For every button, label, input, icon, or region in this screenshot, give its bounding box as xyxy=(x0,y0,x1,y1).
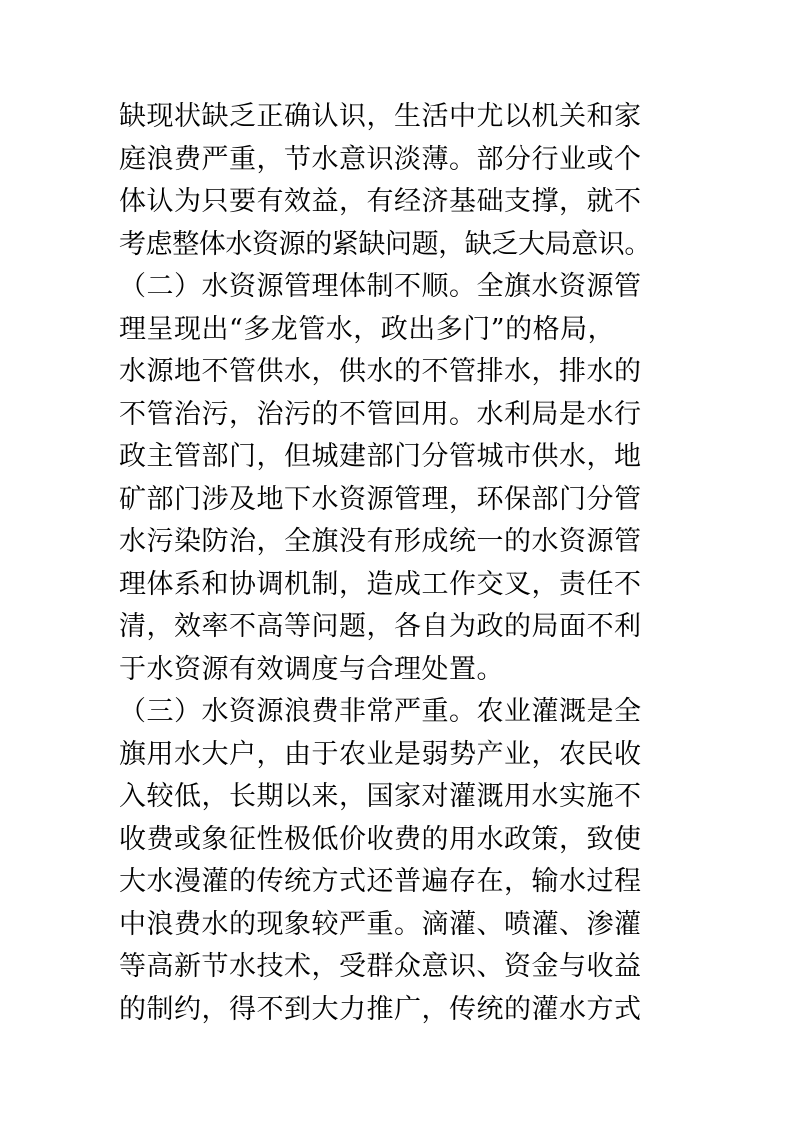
text-line: 清，效率不高等问题，各自为政的局面不利 xyxy=(119,611,642,642)
text-line: 考虑整体水资源的紧缺问题，缺乏大局意识。 xyxy=(119,228,651,260)
text-line: 缺现状缺乏正确认识，生活中尤以机关和家 xyxy=(119,101,642,132)
text-line: 水源地不管供水，供水的不管排水，排水的 xyxy=(119,356,642,387)
text-line: 水污染防治，全旗没有形成统一的水资源管 xyxy=(119,526,642,557)
text-line: 理体系和协调机制，造成工作交叉，责任不 xyxy=(119,568,642,600)
text-line: 政主管部门，但城建部门分管城市供水，地 xyxy=(119,441,642,472)
text-line: 等高新节水技术，受群众意识、资金与收益 xyxy=(119,951,642,982)
text-line: 大水漫灌的传统方式还普遍存在，输水过程 xyxy=(119,866,642,897)
text-line: 旗用水大户，由于农业是弱势产业，农民收 xyxy=(119,738,642,770)
text-line: 理呈现出“多龙管水，政出多门”的格局， xyxy=(119,313,616,345)
text-line: 庭浪费严重，节水意识淡薄。部分行业或个 xyxy=(119,143,642,175)
text-line: 于水资源有效调度与合理处置。 xyxy=(119,653,504,685)
section-heading-line: （二）水资源管理体制不顺。全旗水资源管 xyxy=(119,271,642,302)
document-body xyxy=(119,96,675,1031)
text-line: 体认为只要有效益，有经济基础支撑，就不 xyxy=(119,186,642,217)
text-line: 收费或象征性极低价收费的用水政策，致使 xyxy=(119,823,642,855)
text-line: 的制约，得不到大力推广，传统的灌水方式 xyxy=(119,993,642,1025)
text-line: 中浪费水的现象较严重。滴灌、喷灌、渗灌 xyxy=(119,908,642,940)
text-line: 矿部门涉及地下水资源管理，环保部门分管 xyxy=(119,483,642,515)
section-heading-line: （三）水资源浪费非常严重。农业灌溉是全 xyxy=(119,696,642,727)
text-line: 入较低，长期以来，国家对灌溉用水实施不 xyxy=(119,781,642,812)
text-line: 不管治污，治污的不管回用。水利局是水行 xyxy=(119,398,642,430)
